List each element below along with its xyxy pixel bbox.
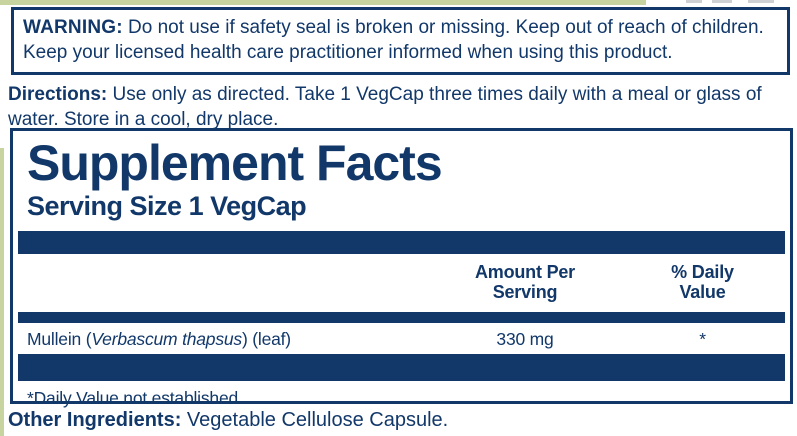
supplement-facts-panel bbox=[10, 128, 793, 408]
other-ingredients-paragraph bbox=[8, 408, 794, 433]
divider-bar-middle bbox=[18, 312, 785, 323]
ingredient-name bbox=[18, 328, 430, 350]
warning-text: Do not use if safety seal is broken or missing. Keep out of reach of children. Keep your licensed health care practitioner informed when using this product. bbox=[23, 17, 764, 63]
column-header-daily-line2: Value bbox=[679, 282, 726, 302]
divider-bar-top bbox=[18, 231, 785, 254]
top-edge-artifact bbox=[748, 0, 774, 3]
directions-paragraph bbox=[8, 82, 794, 132]
column-header-amount bbox=[430, 262, 620, 302]
supplement-facts-title: Supplement Facts bbox=[27, 135, 442, 191]
top-edge-artifact bbox=[686, 0, 702, 3]
directions-text: Use only as directed. Take 1 VegCap three times daily with a meal or glass of water. Store in a cool, dry place. bbox=[8, 84, 762, 130]
daily-value-footnote: *Daily Value not established. bbox=[27, 388, 243, 408]
top-edge-artifact bbox=[712, 0, 732, 3]
ingredient-botanical-name: Verbascum thapsus bbox=[91, 329, 242, 349]
column-header-amount-line1: Amount Per bbox=[474, 262, 575, 282]
other-ingredients-label: Other Ingredients: bbox=[8, 409, 182, 431]
ingredient-amount: 330 mg bbox=[496, 329, 554, 349]
serving-size: Serving Size 1 VegCap bbox=[27, 191, 307, 221]
column-header-amount-line2: Serving bbox=[492, 282, 558, 302]
directions-label: Directions: bbox=[8, 84, 108, 105]
warning-label: WARNING: bbox=[23, 17, 123, 38]
ingredient-name-suffix: ) (leaf) bbox=[241, 329, 291, 349]
top-trim-strip bbox=[0, 0, 646, 5]
other-ingredients-text: Vegetable Cellulose Capsule. bbox=[186, 409, 449, 431]
ingredient-name-prefix: Mullein ( bbox=[27, 329, 92, 349]
left-trim-strip bbox=[0, 148, 4, 436]
warning-box bbox=[11, 7, 790, 75]
column-header-daily bbox=[620, 262, 785, 302]
table-row bbox=[18, 323, 785, 354]
ingredient-daily-value: * bbox=[699, 329, 706, 349]
table-header-row bbox=[18, 254, 785, 312]
divider-bar-bottom bbox=[18, 354, 785, 381]
column-header-daily-line1: % Daily bbox=[671, 262, 734, 282]
